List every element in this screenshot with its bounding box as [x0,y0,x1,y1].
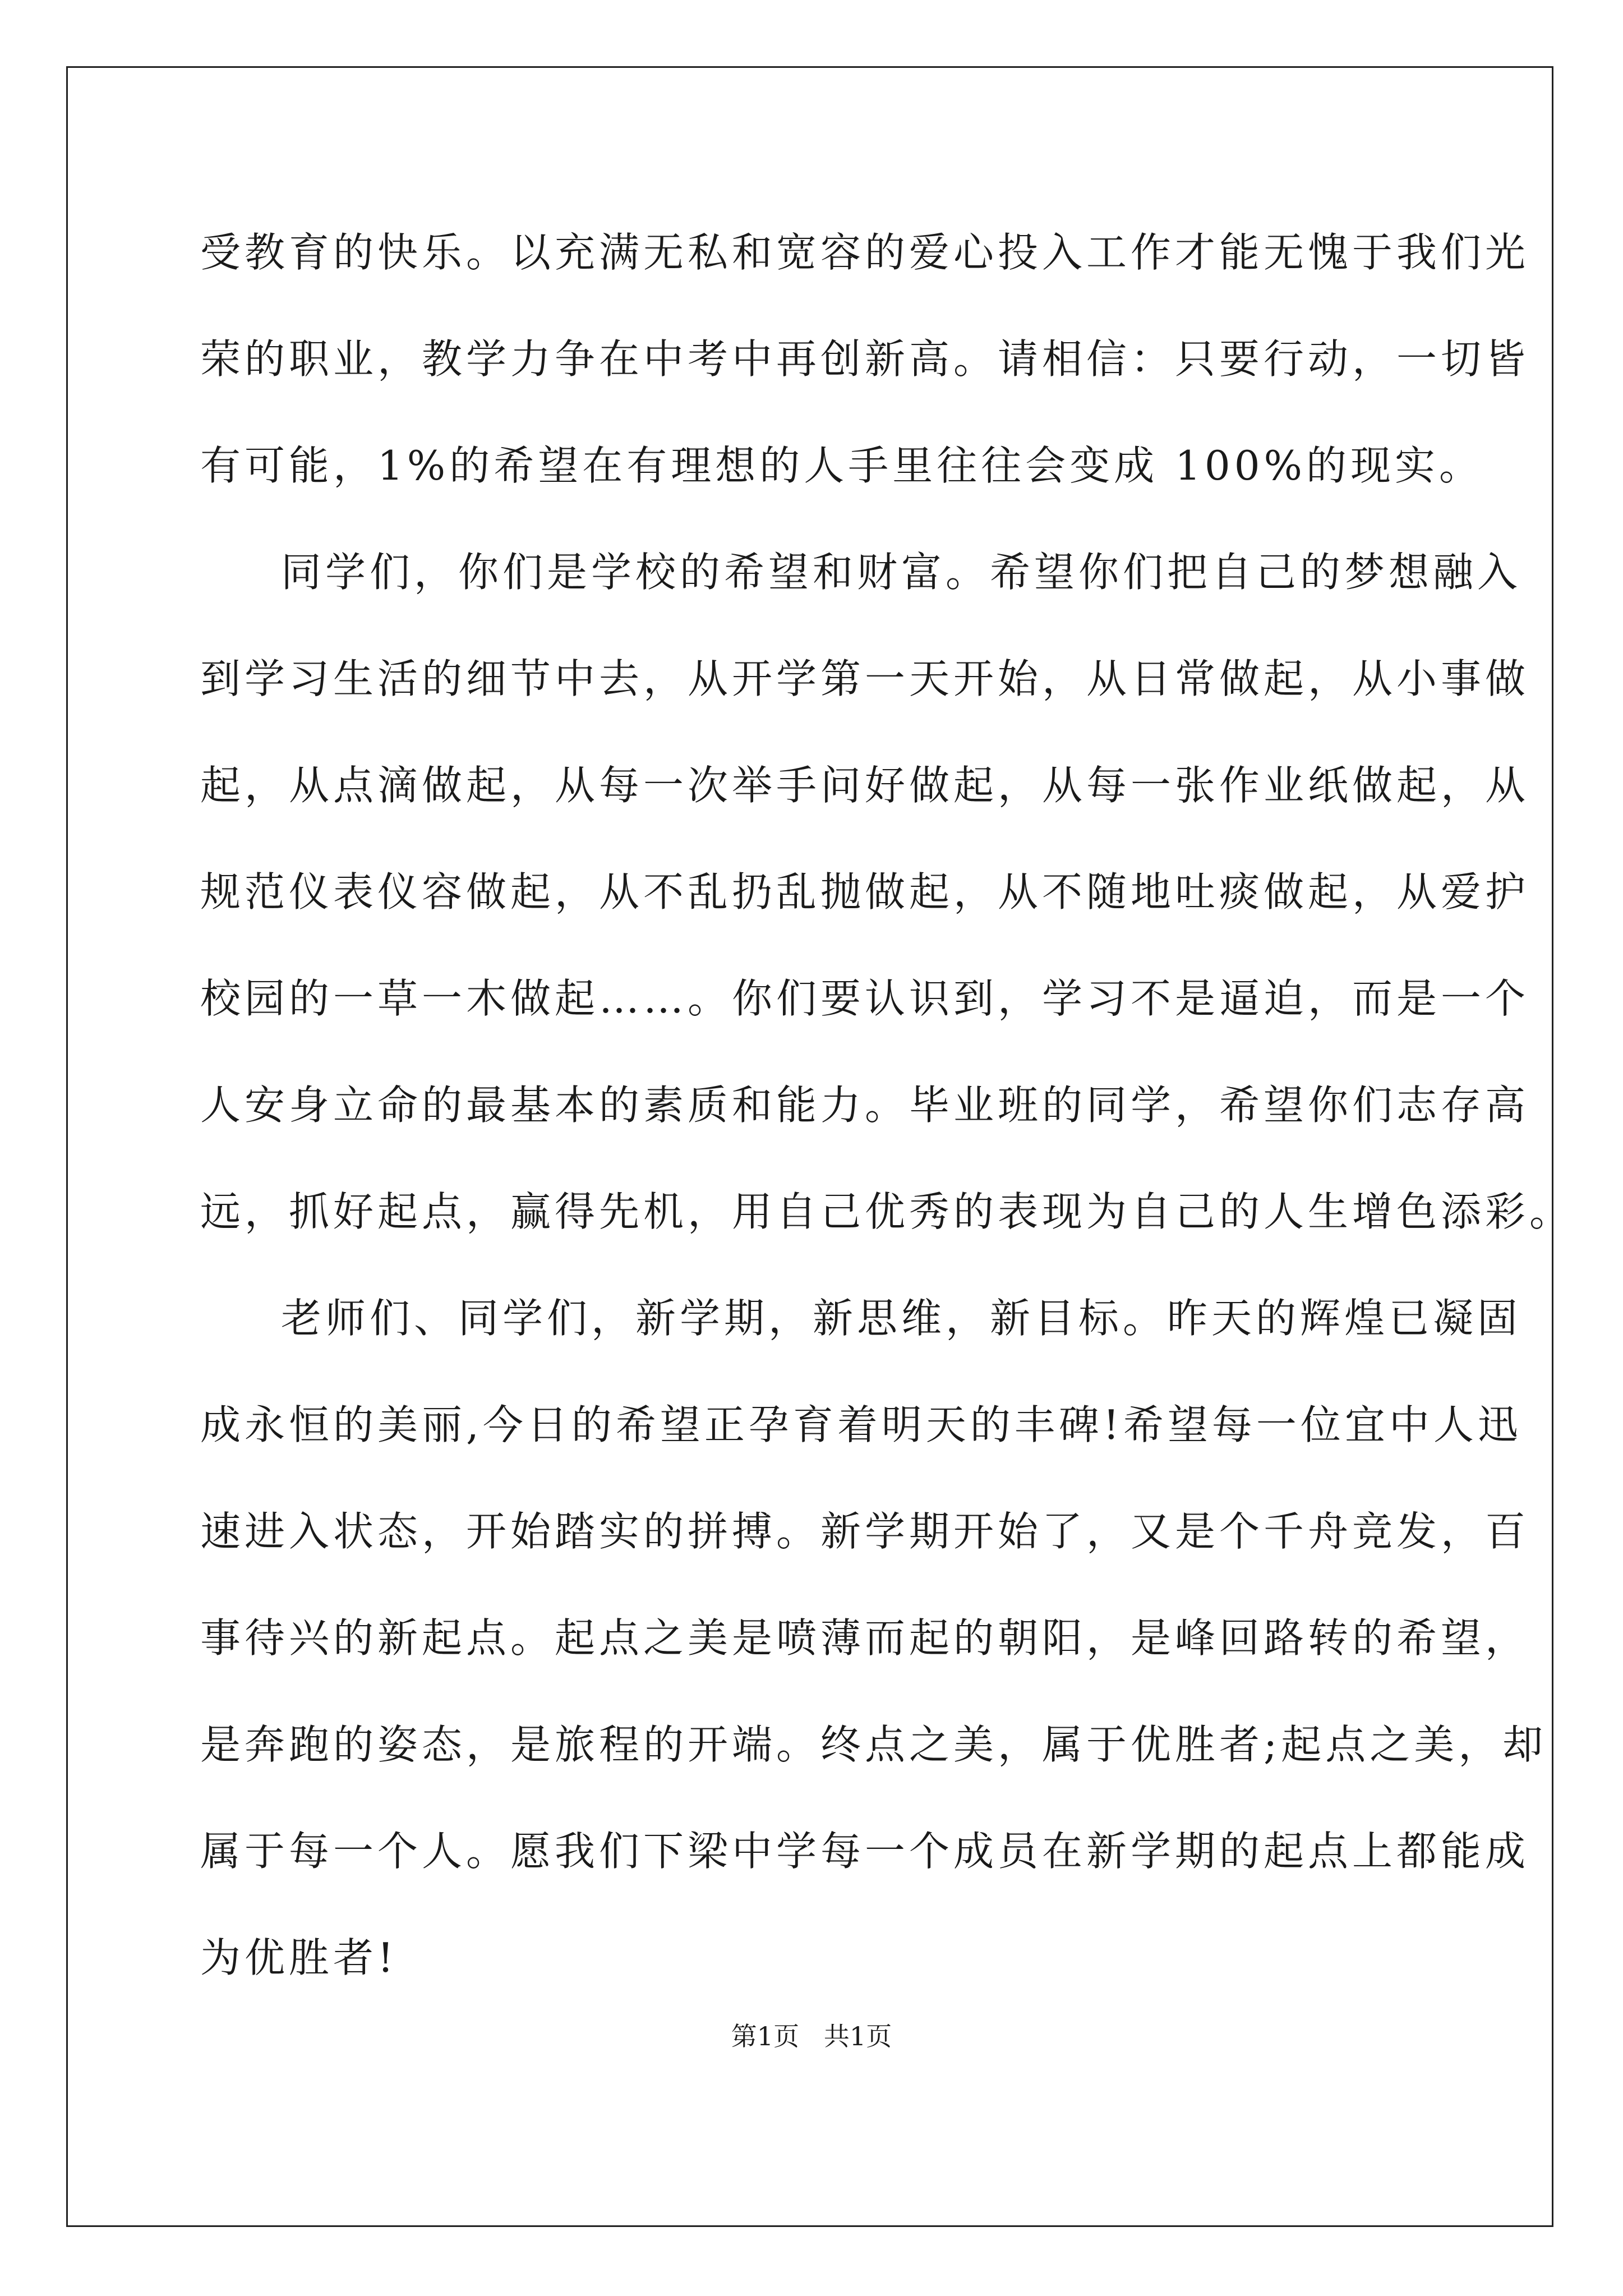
text-line: 有可能，1%的希望在有理想的人手里往往会变成 100%的现实。 [200,442,1483,489]
text-line: 成永恒的美丽,今日的希望正孕育着明天的丰碑!希望每一位宜中人迅 [200,1401,1522,1448]
text-line: 为优胜者! [200,1934,398,1981]
text-line: 荣的职业，教学力争在中考中再创新高。请相信：只要行动，一切皆 [200,335,1530,383]
text-line: 属于每一个人。愿我们下梁中学每一个成员在新学期的起点上都能成 [200,1828,1530,1875]
paragraph-start-line: 老师们、同学们，新学期，新思维，新目标。昨天的辉煌已凝固 [281,1295,1522,1342]
text-line: 人安身立命的最基本的素质和能力。毕业班的同学，希望你们志存高 [200,1082,1530,1129]
text-line: 规范仪表仪容做起，从不乱扔乱抛做起，从不随地吐痰做起，从爱护 [200,868,1530,915]
text-line: 起，从点滴做起，从每一次举手问好做起，从每一张作业纸做起，从 [200,762,1530,809]
paragraph-start-line: 同学们，你们是学校的希望和财富。希望你们把自己的梦想融入 [281,549,1522,596]
text-line: 受教育的快乐。以充满无私和宽容的爱心投入工作才能无愧于我们光 [200,229,1530,276]
text-line: 事待兴的新起点。起点之美是喷薄而起的朝阳，是峰回路转的希望， [200,1614,1530,1662]
text-line: 是奔跑的姿态，是旅程的开端。终点之美，属于优胜者;起点之美，却 [200,1721,1547,1768]
text-line: 校园的一草一木做起……。你们要认识到，学习不是逼迫，而是一个 [200,975,1530,1022]
page-number-footer: 第1页 共1页 [731,2021,892,2051]
text-line: 到学习生活的细节中去，从开学第一天开始，从日常做起，从小事做 [200,655,1530,702]
text-line: 速进入状态，开始踏实的拼搏。新学期开始了，又是个千舟竞发，百 [200,1508,1530,1555]
text-line: 远，抓好起点，赢得先机，用自己优秀的表现为自己的人生增色添彩。 [200,1188,1574,1235]
